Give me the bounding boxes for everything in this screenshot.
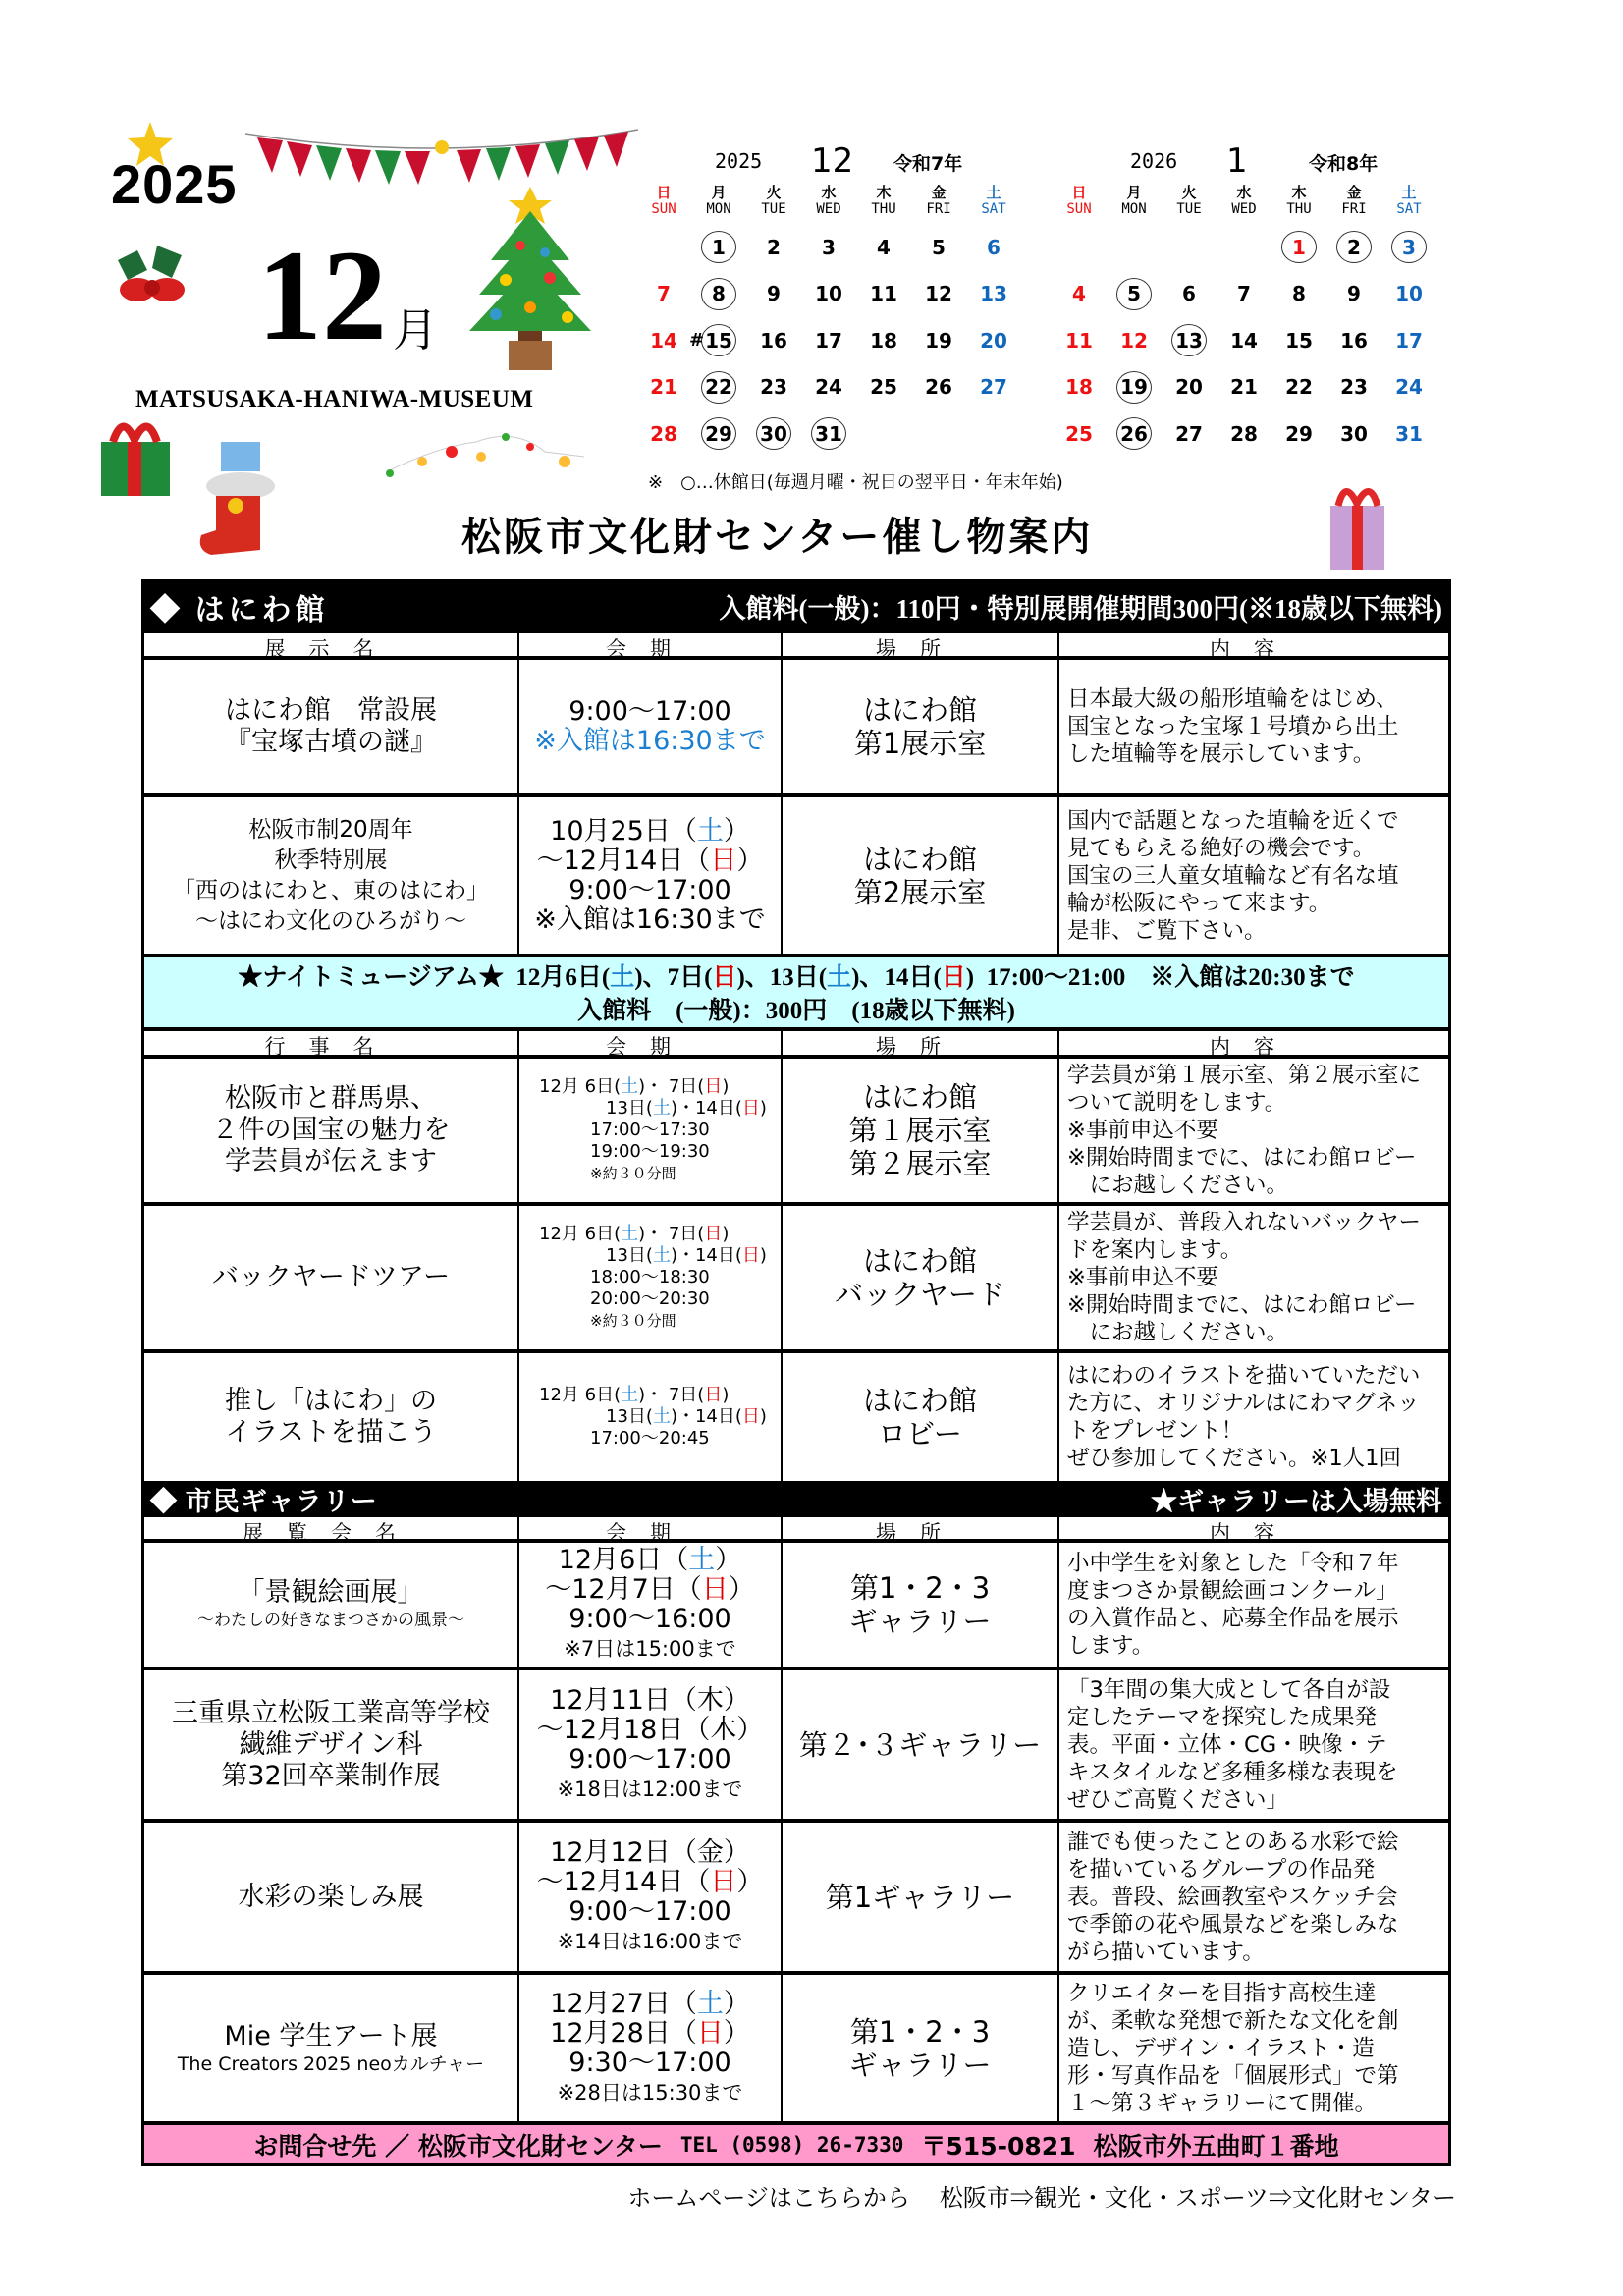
column-header: 会期	[519, 1031, 783, 1061]
calendar-day-closed: 1	[691, 224, 746, 271]
period-note: ※約３０分間	[590, 1312, 676, 1330]
content-cell	[1059, 1353, 1448, 1481]
calendar-day-closed: # 15	[691, 317, 746, 364]
period-time: 17:00～20:45	[590, 1428, 710, 1449]
calendar-day: 6	[1182, 282, 1196, 306]
exhibit-name: 秋季特別展	[274, 847, 388, 873]
calendar-day: 16	[760, 328, 787, 353]
content-line: を描いているグループの作品発	[1067, 1856, 1376, 1883]
event-name: 松阪市と群馬県、	[225, 1083, 437, 1114]
calendar-day-closed: 13	[1162, 317, 1217, 364]
night-museum-fee: 入館料 (一般)：300円 (18歳以下無料)	[577, 998, 1015, 1024]
period-cell	[519, 1975, 783, 2121]
content-line: 形・写真作品を「個展形式」で第	[1067, 2062, 1399, 2089]
column-header: 場所	[783, 1517, 1059, 1547]
calendar-day: 17	[1395, 328, 1423, 353]
exhibit-subtitle: 『宝塚古墳の謎』	[225, 727, 437, 757]
closed-days-note: ※ ○…休館日(毎週月曜・祝日の翌平日・年末年始)	[648, 472, 1063, 493]
content-line: ※事前申込不要	[1067, 1265, 1218, 1290]
calendar-year: 2026	[1130, 149, 1178, 173]
holly-decoration-icon	[113, 241, 191, 314]
christmas-stocking-icon	[196, 432, 285, 565]
calendar-day: 10	[1395, 282, 1423, 306]
exhibit-name: はにわ館 常設展	[225, 695, 437, 726]
night-museum-banner	[144, 957, 1448, 1031]
column-header: 展覧会名	[144, 1517, 519, 1547]
content-line: にお越しください。	[1067, 1320, 1289, 1345]
exhibition-name: 水彩の楽しみ展	[238, 1881, 424, 1912]
table-row	[144, 1670, 1448, 1823]
gallery-section-bar	[144, 1481, 1448, 1517]
weekday-header: 金 FRI	[1341, 184, 1367, 217]
place-cell	[783, 1975, 1059, 2121]
place-cell	[783, 797, 1059, 954]
calendar-day: 2	[767, 235, 781, 259]
place-cell	[783, 1059, 1059, 1202]
content-line: ぜひご高覧ください」	[1067, 1786, 1289, 1813]
calendar-day: 16	[1340, 328, 1368, 353]
calendar-day: 27	[1175, 421, 1203, 446]
calendar-day: 24	[1395, 375, 1423, 400]
exhibit-name-cell	[144, 660, 519, 793]
exhibit-name: 「西のはにわと、東のはにわ」	[173, 877, 489, 903]
exhibition-name: 三重県立松阪工業高等学校	[172, 1697, 490, 1728]
period-time: 9:00～17:00	[568, 874, 731, 905]
museum-name: MATSUSAKA-HANIWA-MUSEUM	[135, 386, 534, 412]
music-notes-icon	[378, 417, 594, 486]
content-line: 国宝となった宝塚１号墳から出土	[1067, 714, 1399, 739]
place-line: バックヤード	[834, 1278, 1005, 1311]
content-line: 小中学生を対象とした「令和７年	[1067, 1551, 1399, 1576]
period-time: 9:00～17:00	[568, 1743, 731, 1775]
place-line: はにわ館	[862, 1080, 977, 1114]
weekday-header: 金 FRI	[926, 184, 951, 217]
exhibition-name-cell	[144, 1670, 519, 1819]
content-line: 定したテーマを探究した成果発	[1067, 1704, 1378, 1730]
place-line: 第1・2・3	[849, 1571, 991, 1605]
period-time: 9:00～17:00	[568, 1895, 731, 1927]
period-start: 12月6日（土）	[558, 1545, 742, 1575]
table-header-row	[144, 1517, 1448, 1543]
calendar-day: 14	[650, 328, 677, 353]
calendar-day: 11	[870, 282, 897, 306]
content-line: ※開始時間までに、はにわ館ロビー	[1067, 1145, 1417, 1171]
contact-address: 松阪市外五曲町１番地	[1093, 2131, 1339, 2160]
period-cell	[519, 1670, 783, 1819]
exhibition-subtitle: The Creators 2025 neoカルチャー	[177, 2052, 485, 2075]
place-cell	[783, 1823, 1059, 1971]
place-line: 第1展示室	[853, 727, 987, 760]
place-cell	[783, 1670, 1059, 1819]
empty-day	[1162, 224, 1217, 271]
exhibit-name-cell	[144, 797, 519, 954]
table-header-row	[144, 633, 1448, 660]
table-row	[144, 1206, 1448, 1353]
content-cell	[1059, 1543, 1448, 1667]
exhibition-name: 繊維デザイン科	[239, 1728, 423, 1760]
place-line: 第2展示室	[853, 875, 987, 909]
period-cell	[519, 1543, 783, 1667]
christmas-tree-icon	[452, 182, 609, 378]
calendar-day: 7	[1237, 282, 1251, 306]
empty-day	[1107, 224, 1162, 271]
month-number: 12	[257, 223, 387, 367]
calendar-day: 4	[1072, 282, 1086, 306]
weekday-header: 火 TUE	[1176, 184, 1202, 217]
empty-day	[636, 224, 691, 271]
column-header: 会期	[519, 1517, 783, 1547]
period-start: 12月12日（金）	[550, 1836, 750, 1868]
event-name-cell	[144, 1059, 519, 1202]
place-cell	[783, 1543, 1059, 1667]
content-cell	[1059, 1823, 1448, 1971]
calendar-day: 18	[1065, 375, 1093, 400]
period-cell: 12月 6日(土)・ 7日(日) 13日(土)・14日(日) 17:00～17:30 19:00～19:30 ※約３０分間	[519, 1059, 783, 1202]
event-name: イラストを描こう	[225, 1417, 437, 1448]
calendar-grid	[636, 185, 1029, 458]
column-header: 場所	[783, 1031, 1059, 1061]
event-name: ２件の国宝の魅力を	[211, 1115, 451, 1145]
exhibition-name-cell	[144, 1975, 519, 2121]
content-line: 「3年間の集大成として各自が設	[1067, 1676, 1391, 1703]
calendar-day: 15	[1285, 328, 1313, 353]
table-row	[144, 660, 1448, 797]
event-name: バックヤードツアー	[211, 1262, 451, 1292]
homepage-path: ホームページはこちらから 松阪市⇒観光・文化・スポーツ⇒文化財センター	[627, 2186, 1456, 2212]
weekday-header: 月 MON	[706, 184, 731, 217]
calendar-day: 10	[815, 282, 842, 306]
period-cell: 12月 6日(土)・ 7日(日) 13日(土)・14日(日) 17:00～20:45	[519, 1353, 783, 1481]
period-time: 20:00～20:30	[590, 1288, 710, 1309]
content-line: １～第３ギャラリーにて開催。	[1067, 2090, 1378, 2116]
calendar-day: 6	[987, 235, 1001, 259]
calendar-day-closed: 22	[691, 364, 746, 411]
content-cell	[1059, 1059, 1448, 1202]
content-line: 表。普段、絵画教室やスケッチ会	[1067, 1884, 1398, 1910]
period-note: ※18日は12:00まで	[557, 1777, 743, 1801]
content-line: 造し、デザイン・イラスト・造	[1067, 2035, 1375, 2061]
place-line: 第1・2・3	[849, 2014, 991, 2049]
calendar-month: 12	[811, 141, 854, 181]
content-line: がら描いています。	[1067, 1939, 1265, 1965]
event-name: 学芸員が伝えます	[225, 1146, 437, 1176]
calendar-day: 5	[932, 235, 946, 259]
page-title: 松阪市文化財センター催し物案内	[461, 515, 1094, 560]
event-name: 推し「はにわ」の	[225, 1386, 437, 1416]
calendar-era: 令和7年	[893, 153, 963, 175]
gift-box-icon	[93, 412, 177, 501]
calendar-day: 24	[815, 375, 842, 400]
weekday-header: 木 THU	[1286, 184, 1312, 217]
content-line: 日本最大級の船形埴輪をはじめ、	[1067, 686, 1398, 712]
content-line: した埴輪等を展示しています。	[1067, 741, 1376, 767]
content-line: ぜひ参加してください。※1人1回	[1067, 1446, 1401, 1471]
calendar-day: 18	[870, 328, 897, 353]
content-line: します。	[1067, 1633, 1155, 1659]
period-note: ※約３０分間	[590, 1165, 676, 1182]
content-line: キスタイルなど多種多様な表現を	[1067, 1759, 1398, 1785]
period-end: ～12月14日（日）	[536, 845, 764, 876]
calendar-day: 20	[1175, 375, 1203, 400]
content-line: 輪が松阪にやって来ます。	[1067, 890, 1331, 916]
content-line: 見てもらえる絶好の機会です。	[1067, 835, 1376, 861]
table-row	[144, 797, 1448, 957]
column-header: 行事名	[144, 1031, 519, 1061]
calendar-day: 4	[877, 235, 891, 259]
night-museum-title: ★ナイトミュージアム★	[238, 964, 504, 991]
period-note: ※14日は16:00まで	[557, 1929, 743, 1953]
empty-day	[1217, 224, 1271, 271]
place-line: 第２展示室	[848, 1147, 992, 1180]
content-line: にお越しください。	[1067, 1173, 1289, 1198]
calendar-day: 31	[1395, 421, 1423, 446]
place-cell	[783, 1353, 1059, 1481]
weekday-header: 火 TUE	[761, 184, 786, 217]
content-line: が、柔軟な発想で新たな文化を創	[1067, 2007, 1399, 2034]
place-line: はにわ館	[862, 1244, 977, 1278]
place-cell	[783, 1206, 1059, 1349]
calendar-day-closed: 5	[1107, 271, 1162, 318]
calendar-day: 20	[980, 328, 1007, 353]
period-start: 12月27日（土）	[550, 1988, 750, 2019]
contact-phone: TEL (0598) 26-7330	[679, 2132, 904, 2157]
calendar-day: 26	[925, 375, 952, 400]
content-line: ※開始時間までに、はにわ館ロビー	[1067, 1292, 1417, 1318]
content-line: ドを案内します。	[1067, 1237, 1243, 1263]
column-header: 展示名	[144, 633, 519, 663]
place-line: 第２･３ギャラリー	[798, 1727, 1042, 1762]
empty-day	[1052, 224, 1107, 271]
calendar-day: 7	[657, 282, 671, 306]
content-line: クリエイターを目指す高校生達	[1067, 1980, 1377, 2006]
calendar-day: 12	[1120, 328, 1148, 353]
calendar-day: 23	[760, 375, 787, 400]
period-end: ～12月7日（日）	[545, 1574, 755, 1605]
place-line: 第1ギャラリー	[825, 1880, 1015, 1914]
admission-fee: 入館料(一般)：110円・特別展開催期間300円(※18歳以下無料)	[719, 594, 1442, 624]
calendar-day: 29	[1285, 421, 1313, 446]
period-time: 18:00～18:30	[590, 1267, 710, 1287]
calendar-day: 22	[1285, 375, 1313, 400]
content-cell	[1059, 660, 1448, 793]
column-header: 内容	[1210, 1521, 1298, 1545]
content-cell	[1059, 1670, 1448, 1819]
period-time: 9:00～16:00	[568, 1604, 731, 1634]
calendar-day: 25	[1065, 421, 1093, 446]
column-header: 内容	[1210, 637, 1298, 661]
content-line: ついて説明をします。	[1067, 1090, 1287, 1116]
column-header: 会期	[519, 633, 783, 663]
calendar-day: 9	[1347, 282, 1361, 306]
content-line: 学芸員が第１展示室、第２展示室に	[1067, 1063, 1422, 1088]
table-row	[144, 1059, 1448, 1206]
exhibition-name: 第32回卒業制作展	[221, 1760, 441, 1791]
contact-bar	[144, 2125, 1448, 2166]
calendar-year: 2025	[715, 149, 763, 173]
calendar-day: 25	[870, 375, 897, 400]
weekday-header: 水 WED	[816, 184, 841, 217]
weekday-header: 土 SAT	[981, 184, 1006, 217]
place-line: はにわ館	[862, 842, 977, 876]
content-line: トをプレゼント！	[1067, 1418, 1244, 1444]
exhibit-name: 松阪市制20周年	[248, 816, 413, 843]
period-end: 12月28日（日）	[550, 2017, 750, 2049]
table-row	[144, 1823, 1448, 1975]
column-header: 内容	[1210, 1035, 1298, 1059]
calendar-day: 14	[1230, 328, 1258, 353]
content-cell	[1059, 1975, 1448, 2121]
calendar-day-closed: 29	[691, 410, 746, 458]
calendar-day: 28	[650, 421, 677, 446]
table-header-row	[144, 1031, 1448, 1059]
table-row	[144, 1543, 1448, 1670]
night-museum-dates: ★ナイトミュージアム★ 12月6日(土)、7日(日)、13日(土)、14日(日) 17:00～21:00 ※入館は20:30まで	[238, 964, 1355, 991]
content-line: た方に、オリジナルはにわマグネッ	[1067, 1391, 1420, 1416]
calendar-day: 8	[1292, 282, 1306, 306]
place-line: はにわ館	[862, 693, 977, 727]
period-start: 10月25日（土）	[550, 815, 750, 847]
weekday-header: 木 THU	[871, 184, 896, 217]
calendar-day: 11	[1065, 328, 1093, 353]
calendar-day: 28	[1230, 421, 1258, 446]
event-name-cell	[144, 1353, 519, 1481]
exhibition-name: 「景観絵画展」	[238, 1577, 424, 1608]
calendar-day-closed: 31	[801, 410, 856, 458]
calendar-day: 27	[980, 375, 1007, 400]
period-note: ※入館は16:30まで	[534, 903, 766, 935]
calendar-grid	[1052, 185, 1444, 458]
period-end: ～12月14日（日）	[536, 1866, 764, 1897]
calendar-era: 令和8年	[1309, 153, 1379, 175]
place-line: ギャラリー	[848, 1605, 992, 1638]
weekday-header: 日 SUN	[1066, 184, 1092, 217]
haniwa-section-bar	[144, 579, 1448, 633]
weekday-header: 水 WED	[1231, 184, 1257, 217]
year-label: 2025	[111, 153, 238, 215]
calendar-day: 30	[1340, 421, 1368, 446]
weekday-header: 月 MON	[1121, 184, 1147, 217]
section-title: ◆ はにわ館	[150, 593, 329, 627]
content-line: で季節の花や風景などを楽しみな	[1067, 1911, 1399, 1938]
calendar-day: 9	[767, 282, 781, 306]
weekday-header: 日 SUN	[651, 184, 676, 217]
period-time: 9:30～17:00	[568, 2047, 731, 2078]
period-note: ※入館は16:30まで	[534, 726, 766, 756]
calendar-day: 23	[1340, 375, 1368, 400]
events-table	[141, 579, 1451, 2166]
calendar-day: 19	[925, 328, 952, 353]
place-cell	[783, 660, 1059, 793]
exhibit-subtitle: ～はにわ文化のひろがり～	[195, 907, 466, 934]
gift-box-pink-icon	[1321, 476, 1394, 574]
period-time: 19:00～19:30	[590, 1141, 710, 1162]
period-cell	[519, 1823, 783, 1971]
calendar-day-closed: 3	[1381, 224, 1436, 271]
weekday-header: 土 SAT	[1396, 184, 1422, 217]
content-line: ※事前申込不要	[1067, 1118, 1218, 1143]
contact-label: お問合せ先 ／ 松阪市文化財センター	[253, 2131, 663, 2160]
content-line: 誰でも使ったことのある水彩で絵	[1067, 1829, 1399, 1855]
period-cell	[519, 797, 783, 954]
period-cell: 12月 6日(土)・ 7日(日) 13日(土)・14日(日) 18:00～18:30 20:00～20:30 ※約３０分間	[519, 1206, 783, 1349]
content-line: はにわのイラストを描いていただい	[1067, 1363, 1421, 1389]
period-cell	[519, 660, 783, 793]
calendar-day: 21	[650, 375, 677, 400]
content-line: 国宝の三人童女埴輪など有名な埴	[1067, 862, 1399, 889]
night-museum-time: 17:00～21:00 ※入館は20:30まで	[986, 964, 1355, 991]
content-line: 学芸員が、普段入れないバックヤー	[1067, 1210, 1422, 1235]
calendar-month: 1	[1226, 141, 1248, 181]
calendar-december-2025	[636, 141, 1029, 458]
content-cell	[1059, 797, 1448, 954]
calendar-day: 3	[822, 235, 836, 259]
calendar-day-closed: 2	[1326, 224, 1381, 271]
content-line: 是非、ご覧下さい。	[1067, 917, 1267, 944]
place-line: はにわ館	[862, 1384, 977, 1417]
content-cell	[1059, 1206, 1448, 1349]
calendar-day-closed: 30	[746, 410, 801, 458]
section-title: ◆ 市民ギャラリー	[150, 1487, 378, 1516]
calendar-day: 17	[815, 328, 842, 353]
calendar-day-closed: 26	[1107, 410, 1162, 458]
period-note: ※28日は15:30まで	[557, 2080, 743, 2105]
exhibition-subtitle: ～わたしの好きなまつさかの風景～	[197, 1611, 464, 1630]
content-line: 国内で話題となった埴輪を近くで	[1067, 807, 1399, 834]
event-name-cell	[144, 1206, 519, 1349]
calendar-day-closed: 8	[691, 271, 746, 318]
gallery-rows	[144, 1543, 1448, 2125]
table-row	[144, 1975, 1448, 2125]
calendar-day: 13	[980, 282, 1007, 306]
period-time: 9:00～17:00	[568, 696, 731, 727]
calendar-day-closed: 19	[1107, 364, 1162, 411]
content-line: 表。平面・立体・CG・映像・テ	[1067, 1731, 1387, 1758]
contact-postal: 〒515-0821	[921, 2131, 1076, 2160]
period-end: ～12月18日（木）	[536, 1714, 764, 1745]
place-line: 第１展示室	[848, 1114, 992, 1147]
exhibition-name-cell	[144, 1823, 519, 1971]
period-start: 12月11日（木）	[550, 1684, 750, 1716]
content-line: 度まつさか景観絵画コンクール」	[1067, 1578, 1398, 1604]
place-line: ギャラリー	[848, 2048, 992, 2082]
period-note: ※7日は15:00まで	[564, 1637, 736, 1661]
month-suffix: 月	[393, 305, 438, 355]
place-line: ロビー	[878, 1417, 962, 1450]
table-row	[144, 1353, 1448, 1481]
calendar-day-closed: 1	[1271, 224, 1326, 271]
calendar-january-2026	[1052, 141, 1444, 458]
period-time: 17:00～17:30	[590, 1120, 710, 1140]
gallery-free-note: ★ギャラリーは入場無料	[1151, 1487, 1442, 1516]
exhibition-name: Mie 学生アート展	[224, 2020, 438, 2051]
calendar-day: 12	[925, 282, 952, 306]
exhibition-name-cell	[144, 1543, 519, 1667]
content-line: の入賞作品と、応募全作品を展示	[1067, 1606, 1399, 1631]
column-header: 場所	[783, 633, 1059, 663]
calendar-day: 21	[1230, 375, 1258, 400]
